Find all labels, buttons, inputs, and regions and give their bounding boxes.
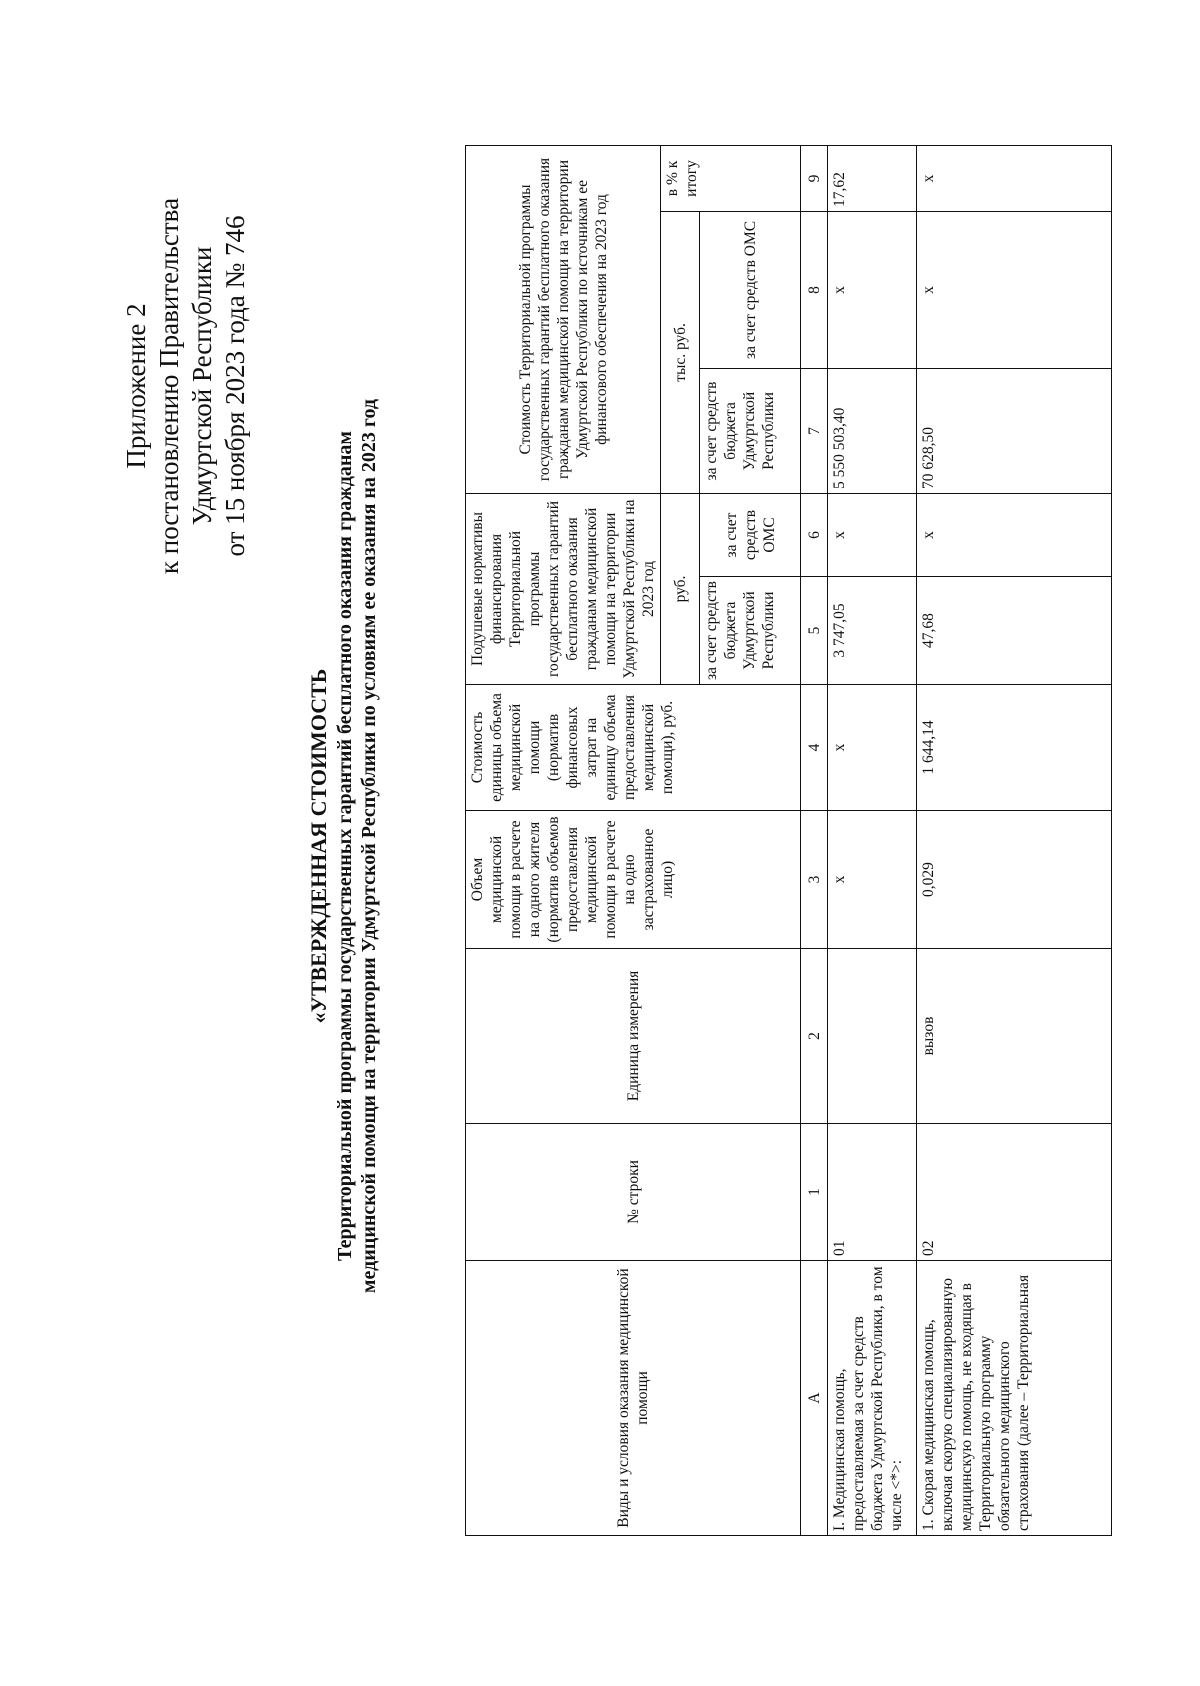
cell-percent: 17,62 [828, 145, 917, 211]
header-volume: Объем медицинской помощи в расчете на одного жителя (норматив объемов предоставления медицинской помощи в расчете на одно застрахованное лицо) [466, 811, 801, 949]
appendix-line: Удмуртской Республики [187, 246, 217, 526]
header-per-capita-budget: за счет средств бюджета Удмуртской Республики [700, 577, 801, 685]
cell-per-capita-oms: х [828, 493, 917, 576]
cell-unit-cost: 1 644,14 [917, 685, 1112, 811]
cell-unit: вызов [917, 949, 1112, 1124]
cell-unit [828, 949, 917, 1124]
column-number: 7 [801, 368, 828, 493]
header-unit-cost: Стоимость единицы объема медицинской помощи (норматив финансовых затрат на единицу объема предоставления медицинской помощи), руб. [466, 685, 801, 811]
header-row-number: № строки [466, 1124, 801, 1261]
cost-table [465, 145, 1112, 1536]
header-row [466, 145, 661, 1535]
header-rub: руб. [661, 493, 700, 684]
header-total-budget: за счет средств бюджета Удмуртской Республики [700, 368, 801, 493]
table-row [917, 145, 1112, 1535]
appendix-line: к постановлению Правительства [154, 197, 184, 575]
cell-type: 1. Скорая медицинская помощь, включая скорую специализированную медицинскую помощь, не входящая в Территориальную программу обязательного медицинского страхования (далее – Территориальная [917, 1261, 1112, 1536]
column-number: 1 [801, 1124, 828, 1261]
column-number: 3 [801, 811, 828, 949]
cell-total-budget: 70 628,50 [917, 368, 1112, 493]
column-number: 8 [801, 211, 828, 368]
document-title: «УТВЕРЖДЕННАЯ СТОИМОСТЬ [306, 668, 331, 1024]
cell-percent: х [917, 145, 1112, 211]
cell-row-number: 01 [828, 1124, 917, 1261]
column-number: 5 [801, 577, 828, 685]
header-per-capita-oms: за счет средств ОМС [700, 493, 801, 576]
appendix-block [120, 126, 252, 646]
cell-type: I. Медицинская помощь, предоставляемая за счет средств бюджета Удмуртской Республики, в том числе <*>: [828, 1261, 917, 1536]
cell-total-oms: х [917, 211, 1112, 368]
header-total-oms: за счет средств ОМС [700, 211, 801, 368]
cell-total-oms: х [828, 211, 917, 368]
cell-row-number: 02 [917, 1124, 1112, 1261]
column-number-row [801, 145, 828, 1535]
header-types: Виды и условия оказания медицинской помощи [466, 1261, 801, 1536]
table-row [828, 145, 917, 1535]
cell-per-capita-budget: 3 747,05 [828, 577, 917, 685]
header-unit: Единица измерения [466, 949, 801, 1124]
cell-unit-cost: х [828, 685, 917, 811]
header-percent-of-total: в % к итогу [661, 145, 801, 211]
header-total-cost: Стоимость Территориальной программы государственных гарантий бесплатного оказания гражданам медицинской помощи на территории Удмуртской Республики по источникам ее финансового обеспечения на 2023 год [466, 145, 661, 493]
document-subtitle: Территориальной программы государственных гарантий бесплатного оказания гражданам [334, 431, 356, 1261]
header-per-capita: Подушевые нормативы финансирования Территориальной программы государственных гарантий бесплатного оказания гражданам медицинской помощи на территории Удмуртской Республики на 2023 год [466, 493, 661, 684]
header-thousand-rub: тыс. руб. [661, 211, 700, 493]
appendix-line: Приложение 2 [121, 303, 151, 469]
cell-total-budget: 5 550 503,40 [828, 368, 917, 493]
appendix-line: от 15 ноября 2023 года № 746 [220, 215, 250, 557]
column-number: 6 [801, 493, 828, 576]
cell-volume: 0,029 [917, 811, 1112, 949]
cell-per-capita-budget: 47,68 [917, 577, 1112, 685]
column-number: 4 [801, 685, 828, 811]
cell-per-capita-oms: х [917, 493, 1112, 576]
document-subtitle: медицинской помощи на территории Удмуртской Республики по условиям ее оказания на 2023 год [358, 398, 380, 1294]
cell-volume: х [828, 811, 917, 949]
column-number: А [801, 1261, 828, 1536]
column-number: 2 [801, 949, 828, 1124]
column-number: 9 [801, 145, 828, 211]
document-heading [305, 156, 381, 1536]
